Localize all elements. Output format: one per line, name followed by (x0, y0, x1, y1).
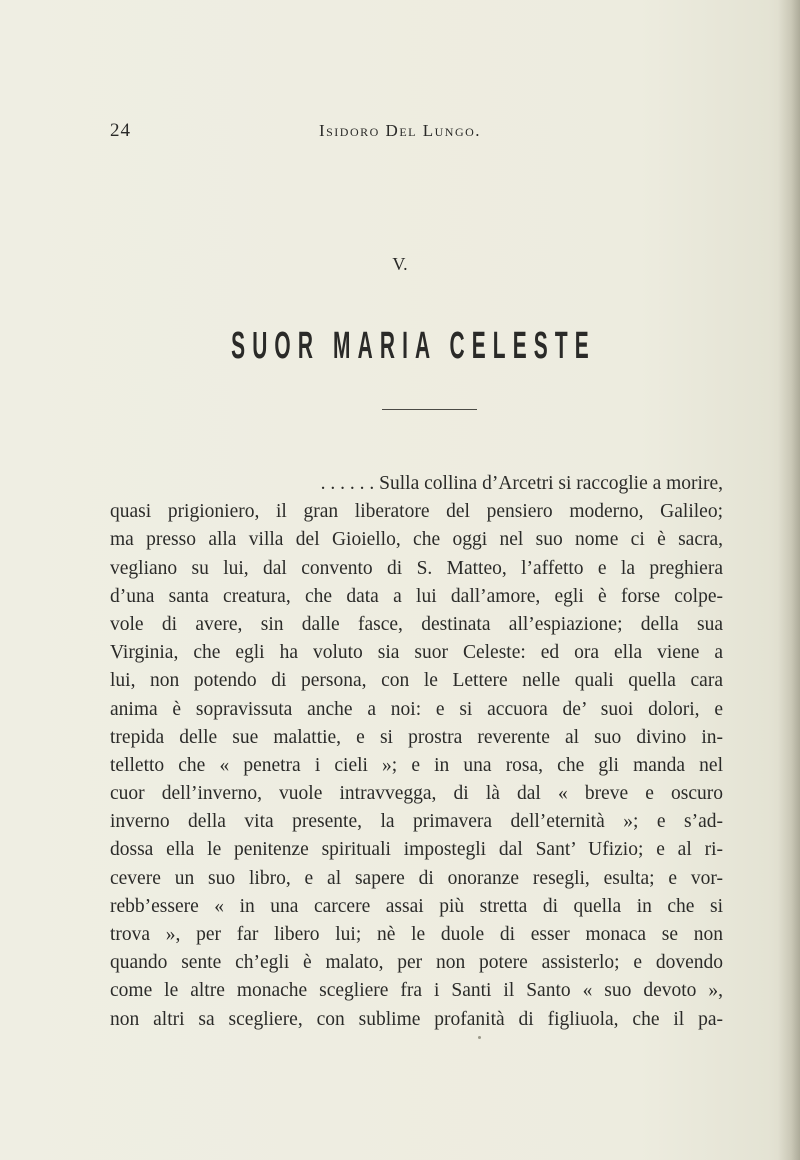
title-rule (382, 409, 477, 410)
text-line: . . . . . . Sulla collina d’Arcetri si raccoglie a morire, (320, 473, 723, 494)
text-line: d’una santa creatura, che data a lui dall’amore, egli è forse colpe- (110, 585, 723, 607)
text-line: non altri sa scegliere, con sublime profanità di figliuola, che il pa- (110, 1008, 723, 1030)
page-edge-shadow (778, 0, 800, 1160)
text-line: quasi prigioniero, il gran liberatore del pensiero moderno, Galileo; (110, 501, 723, 523)
page-number: 24 (110, 120, 131, 141)
text-line: ma presso alla villa del Gioiello, che oggi nel suo nome ci è sacra, (110, 529, 723, 551)
text-line: anima è sopravissuta anche a noi: e si accuora de’ suoi dolori, e (110, 698, 723, 720)
text-line: inverno della vita presente, la primavera dell’eternità »; e s’ad- (110, 811, 723, 833)
body-text (110, 470, 723, 1034)
section-numeral: V. (392, 254, 408, 274)
text-line: cuor dell’inverno, vuole intravvegga, di là dal « breve e oscuro (110, 783, 723, 805)
text-line: trepida delle sue malattie, e si prostra reverente al suo divino in- (110, 726, 723, 748)
text-line: rebb’essere « in una carcere assai più stretta di quella in che si (110, 895, 723, 917)
text-line: quando sente ch’egli è malato, per non potere assisterlo; e dovendo (110, 952, 723, 974)
paper-speck (478, 1036, 481, 1039)
text-line: dossa ella le penitenze spirituali impostegli dal Sant’ Ufizio; e al ri- (110, 839, 723, 861)
text-line: Virginia, che egli ha voluto sia suor Celeste: ed ora ella viene a (110, 642, 723, 664)
text-line: come le altre monache scegliere fra i Santi il Santo « suo devoto », (110, 980, 723, 1002)
text-line: vole di avere, sin dalle fasce, destinata all’espiazione; della sua (110, 613, 723, 635)
text-line: vegliano su lui, dal convento di S. Matteo, l’affetto e la preghiera (110, 557, 723, 579)
text-line: cevere un suo libro, e al sapere di onoranze resegli, esulta; e vor- (110, 867, 723, 889)
running-head: Isidoro Del Lungo. (318, 121, 482, 140)
chapter-title: SUOR MARIA CELESTE (231, 325, 596, 367)
text-line: telletto che « penetra i cieli »; e in una rosa, che gli manda nel (110, 754, 723, 776)
text-line: trova », per far libero lui; nè le duole di esser monaca se non (110, 924, 723, 945)
text-line: lui, non potendo di persona, con le Lettere nelle quali quella cara (110, 670, 723, 692)
